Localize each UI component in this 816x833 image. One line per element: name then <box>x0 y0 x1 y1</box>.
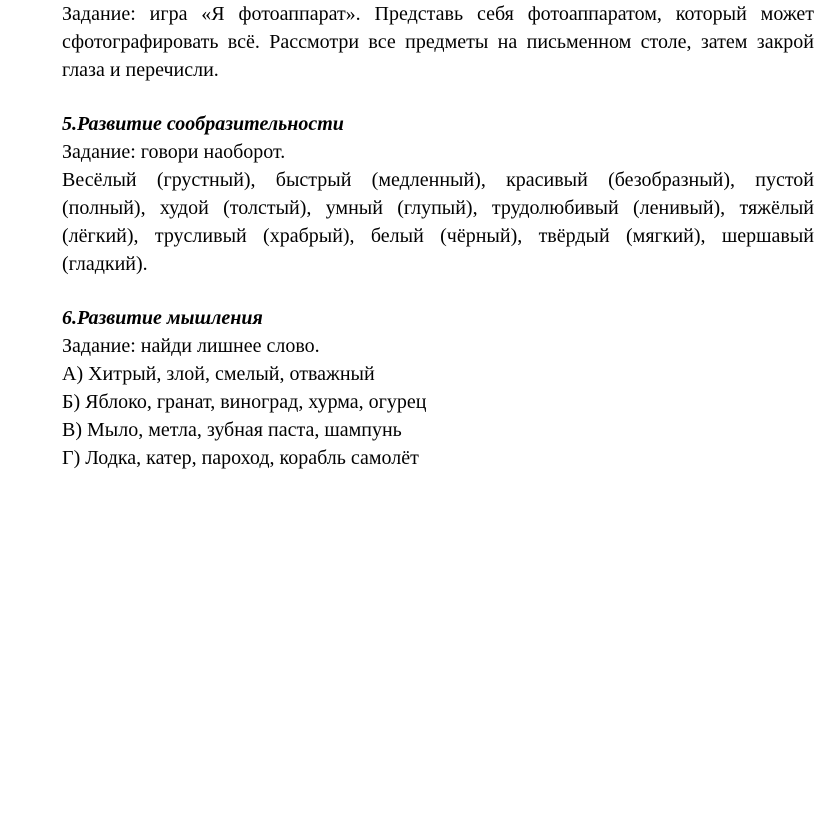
section5-line-1: Весёлый (грустный), быстрый (медленный), красивый (безобразный), пустой <box>62 169 814 191</box>
intro-line-3: глаза и перечисли. <box>62 59 219 81</box>
section5-line-4: (гладкий). <box>62 253 148 275</box>
section5-task: Задание: говори наоборот. <box>62 141 286 163</box>
section6-item-d: Г) Лодка, катер, пароход, корабль самолёт <box>62 447 419 469</box>
intro-line-1: Задание: игра «Я фотоаппарат». Представь себя фотоаппаратом, который может <box>62 3 814 25</box>
section5-line-3: (лёгкий), трусливый (храбрый), белый (чёрный), твёрдый (мягкий), шершавый <box>62 225 814 247</box>
section6-task: Задание: найди лишнее слово. <box>62 335 320 357</box>
section6-heading: 6.Развитие мышления <box>62 307 263 329</box>
section5-heading: 5.Развитие сообразительности <box>62 113 344 135</box>
section6-item-b: Б) Яблоко, гранат, виноград, хурма, огурец <box>62 391 427 413</box>
intro-line-2: сфотографировать всё. Рассмотри все предметы на письменном столе, затем закрой <box>62 31 814 53</box>
section6-item-c: В) Мыло, метла, зубная паста, шампунь <box>62 419 402 441</box>
section5-line-2: (полный), худой (толстый), умный (глупый), трудолюбивый (ленивый), тяжёлый <box>62 197 814 219</box>
section6-item-a: А) Хитрый, злой, смелый, отважный <box>62 363 375 385</box>
